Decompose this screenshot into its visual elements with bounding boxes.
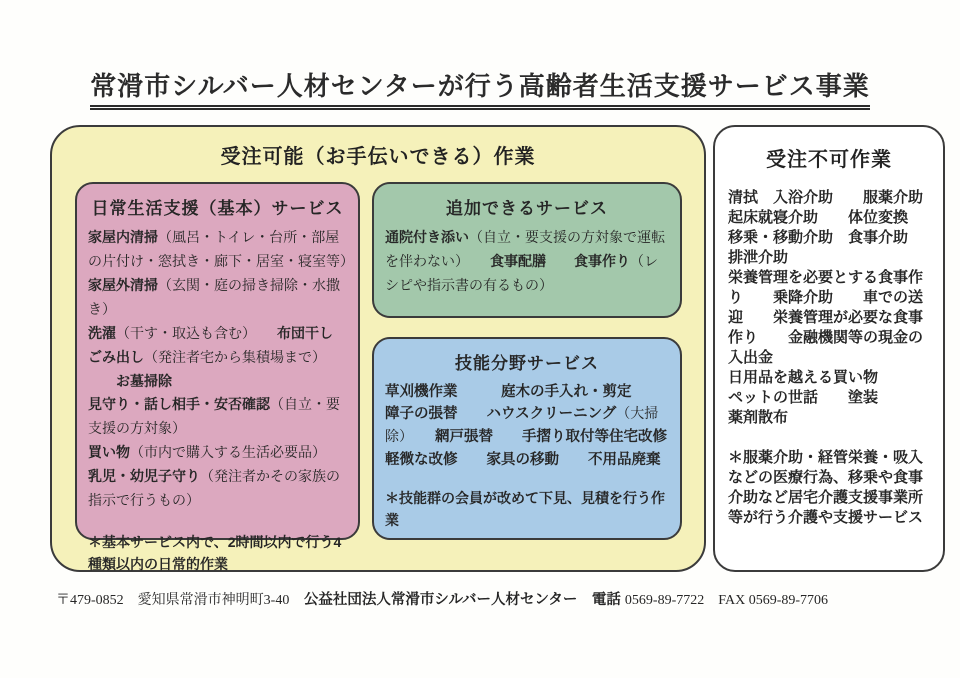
text-segment: 家屋内清掃 [88, 229, 158, 245]
text-segment: （風呂・トイレ・台所・部屋の片付け・窓拭き・廊下・居室・寝室等） [88, 231, 354, 270]
text-segment: （玄関・庭の掃き掃除・水撒き） [88, 279, 340, 318]
daily-box-note: ＊基本サービス内で、2時間以内で行う4種類以内の日常的作業 [88, 534, 342, 572]
text-segment: 公益社団法人常滑市シルバー人材センター [289, 592, 578, 608]
text-line [728, 188, 954, 268]
text-segment: （干す・取込も含む） [116, 327, 249, 342]
text-segment: （レシピや指示書の有るもの） [385, 255, 658, 294]
text-line [728, 368, 930, 388]
text-segment: 家屋外清掃 [88, 277, 158, 293]
text-segment: （自立・要支援の方対象で運転を伴わない） [385, 231, 665, 270]
text-segment: 電話 [577, 592, 625, 608]
text-segment: 清拭 入浴介助 服薬介助 起床就寝介助 体位変換 移乗・移動介助 食事介助 排泄介助 [728, 189, 954, 266]
daily-box-body [88, 226, 354, 513]
text-segment: 布団干し [249, 325, 333, 341]
page-title-text: 常滑市シルバー人材センターが行う高齢者生活支援サービス事業 [90, 66, 870, 110]
text-segment: お墓掃除 [88, 373, 172, 389]
additional-box-title: 追加できるサービス [446, 199, 608, 218]
footer-contact [56, 588, 936, 609]
text-line [88, 346, 347, 370]
text-line [88, 274, 347, 322]
text-segment: （大掃除） [385, 407, 659, 445]
text-line [88, 393, 347, 441]
acceptable-works-header: 受注可能（お手伝いできる）作業 [220, 146, 536, 168]
text-segment: 買い物 [88, 444, 130, 460]
daily-box-title: 日常生活支援（基本）サービス [91, 199, 344, 218]
text-segment: 通院付き添い [385, 229, 469, 245]
skill-box-body [385, 381, 696, 471]
text-segment: 洗濯 [88, 325, 116, 341]
text-segment: 日用品を越える買い物 [728, 369, 879, 386]
additional-services-box [372, 182, 682, 318]
text-line [88, 370, 347, 393]
text-line [385, 226, 669, 298]
text-segment: 0569-89-7722 FAX 0569-89-7706 [624, 593, 829, 608]
text-segment: 食事配膳 食事作り [462, 253, 630, 269]
text-line [88, 465, 347, 513]
daily-life-support-box [75, 182, 360, 572]
text-line [56, 588, 936, 609]
text-segment: （発注者宅から集積場まで） [144, 351, 326, 366]
not-acceptable-header: 受注不可作業 [766, 149, 892, 171]
text-line [385, 381, 696, 471]
skill-box-title: 技能分野サービス [455, 354, 599, 373]
additional-box-body [385, 226, 669, 298]
not-acceptable-body [728, 188, 954, 428]
skill-box-note: ＊技能群の会員が改めて下見、見積を行う作業 [385, 490, 665, 528]
page-title [0, 66, 960, 110]
text-line [88, 441, 347, 465]
text-segment: （市内で購入する生活必要品） [130, 446, 326, 461]
text-segment: ペットの世話 塗装 [728, 389, 879, 406]
text-line [728, 388, 930, 408]
text-segment: 網戸張替 手摺り取付等住宅改修 軽微な改修 家具の移動 不用品廃棄 [385, 429, 696, 468]
text-line [88, 226, 354, 274]
text-segment: 草刈機作業 庭木の手入れ・剪定 障子の張替 ハウスクリーニング [385, 384, 661, 422]
text-segment: 栄養管理を必要とする食事作り 乗降介助 車での送迎 栄養管理が必要な食事作り 金融機関等の現金の入出金 [728, 269, 924, 366]
text-line [728, 408, 930, 428]
not-acceptable-note: ＊服薬介助・経管栄養・吸入などの医療行為、移乗や食事介助など居宅介護支援事業所等が行う介護や支援サービス [728, 449, 924, 526]
text-line [88, 322, 347, 346]
text-line [728, 268, 930, 368]
text-segment: （発注者かその家族の指示で行うもの） [88, 470, 340, 509]
skill-services-box [372, 337, 696, 540]
text-segment: 〒479-0852 愛知県常滑市神明町3-40 [56, 593, 290, 608]
text-segment: ごみ出し [88, 349, 144, 365]
text-segment: 薬剤散布 [728, 409, 789, 426]
text-segment: 乳児・幼児子守り [88, 468, 200, 484]
text-segment: 見守り・話し相手・安否確認 [88, 396, 270, 412]
not-acceptable-works-panel [713, 125, 954, 572]
text-segment: （自立・要支援の方対象） [88, 398, 340, 437]
